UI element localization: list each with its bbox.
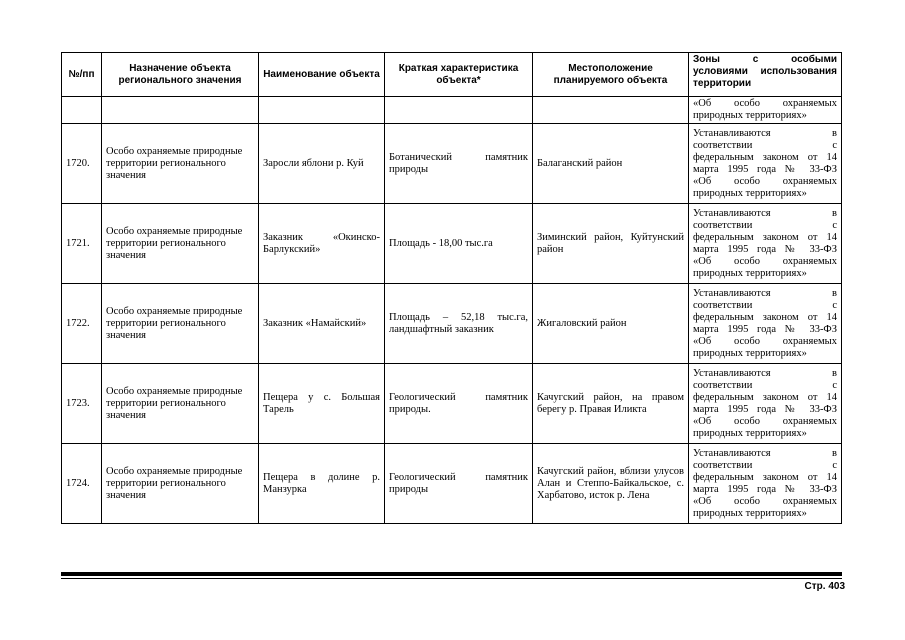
cell-purpose: Особо охраняемые природные территории регионального значения xyxy=(102,364,259,444)
table-row xyxy=(62,444,842,524)
cell-name: Пещера у с. Большая Тарель xyxy=(259,364,385,444)
table-row xyxy=(62,204,842,284)
cell-empty xyxy=(62,97,102,124)
cell-number: 1722. xyxy=(62,284,102,364)
zone-line: «Об особо охраняемых xyxy=(693,98,837,109)
header-zones-line: территории xyxy=(693,78,752,89)
table-body xyxy=(62,124,842,524)
zone-line: Устанавливаются в xyxy=(693,127,837,139)
cell-purpose: Особо охраняемые природные территории регионального значения xyxy=(102,204,259,284)
table-row xyxy=(62,364,842,444)
cell-zones xyxy=(689,364,842,444)
zone-line: федеральным законом от 14 xyxy=(693,231,837,243)
zone-line: марта 1995 года № 33-ФЗ xyxy=(693,483,837,495)
cell-location: Качугский район, на правом берегу р. Правая Иликта xyxy=(533,364,689,444)
cell-name: Заказник «Намайский» xyxy=(259,284,385,364)
zone-line: соответствии с xyxy=(693,219,837,231)
zone-line: федеральным законом от 14 xyxy=(693,391,837,403)
zone-line: марта 1995 года № 33-ФЗ xyxy=(693,403,837,415)
zone-line: природных территориях» xyxy=(693,187,807,199)
cell-zones-continued xyxy=(689,97,842,124)
cell-description: Ботанический памятник природы xyxy=(385,124,533,204)
cell-location: Зиминский район, Куйтунский район xyxy=(533,204,689,284)
zone-line: федеральным законом от 14 xyxy=(693,471,837,483)
zone-line: соответствии с xyxy=(693,379,837,391)
zone-line: природных территориях» xyxy=(693,110,807,121)
footer-rule-thin xyxy=(61,578,842,579)
cell-empty xyxy=(102,97,259,124)
cell-name: Заказник «Окинско-Барлукский» xyxy=(259,204,385,284)
cell-name: Заросли яблони р. Куй xyxy=(259,124,385,204)
cell-zones xyxy=(689,284,842,364)
cell-location: Жигаловский район xyxy=(533,284,689,364)
header-zones-line: Зоны с особыми xyxy=(693,54,837,65)
zone-line: Устанавливаются в xyxy=(693,367,837,379)
cell-purpose: Особо охраняемые природные территории регионального значения xyxy=(102,124,259,204)
header-number: №/пп xyxy=(62,53,102,97)
cell-zones xyxy=(689,204,842,284)
header-purpose: Назначение объекта регионального значения xyxy=(102,53,259,97)
zone-line: соответствии с xyxy=(693,299,837,311)
cell-description: Площадь – 52,18 тыс.га, ландшафтный заказник xyxy=(385,284,533,364)
cell-number: 1724. xyxy=(62,444,102,524)
zone-line: марта 1995 года № 33-ФЗ xyxy=(693,243,837,255)
zone-line: федеральным законом от 14 xyxy=(693,151,837,163)
cell-empty xyxy=(259,97,385,124)
zone-line: «Об особо охраняемых xyxy=(693,175,837,187)
cell-description: Геологический памятник природы. xyxy=(385,364,533,444)
cell-purpose: Особо охраняемые природные территории регионального значения xyxy=(102,284,259,364)
cell-number: 1723. xyxy=(62,364,102,444)
zone-line: «Об особо охраняемых xyxy=(693,415,837,427)
table-row xyxy=(62,284,842,364)
zone-line: соответствии с xyxy=(693,459,837,471)
table-header-row xyxy=(62,53,842,97)
cell-zones xyxy=(689,444,842,524)
header-zones-line: условиями использования xyxy=(693,66,837,77)
zone-line: марта 1995 года № 33-ФЗ xyxy=(693,323,837,335)
cell-purpose: Особо охраняемые природные территории регионального значения xyxy=(102,444,259,524)
zone-line: Устанавливаются в xyxy=(693,287,837,299)
zone-line: природных территориях» xyxy=(693,507,807,519)
zone-line: «Об особо охраняемых xyxy=(693,335,837,347)
cell-number: 1721. xyxy=(62,204,102,284)
zone-line: «Об особо охраняемых xyxy=(693,495,837,507)
header-zones xyxy=(689,53,842,97)
footer-rule xyxy=(61,572,842,576)
zone-line: Устанавливаются в xyxy=(693,447,837,459)
cell-zones xyxy=(689,124,842,204)
header-name: Наименование объекта xyxy=(259,53,385,97)
cell-description: Геологический памятник природы xyxy=(385,444,533,524)
zone-line: природных территориях» xyxy=(693,267,807,279)
page-number: Стр. 403 xyxy=(804,581,845,592)
header-location: Местоположение планируемого объекта xyxy=(533,53,689,97)
regional-objects-table xyxy=(61,52,842,524)
cell-description: Площадь - 18,00 тыс.га xyxy=(385,204,533,284)
zone-line: «Об особо охраняемых xyxy=(693,255,837,267)
continuation-row xyxy=(62,97,842,124)
zone-line: Устанавливаются в xyxy=(693,207,837,219)
cell-location: Качугский район, вблизи улусов Алан и Степпо-Байкальское, с. Харбатово, исток р. Лена xyxy=(533,444,689,524)
zone-line: федеральным законом от 14 xyxy=(693,311,837,323)
header-description: Краткая характеристика объекта* xyxy=(385,53,533,97)
zone-line: природных территориях» xyxy=(693,427,807,439)
cell-location: Балаганский район xyxy=(533,124,689,204)
table-row xyxy=(62,124,842,204)
cell-empty xyxy=(533,97,689,124)
cell-name: Пещера в долине р. Манзурка xyxy=(259,444,385,524)
zone-line: марта 1995 года № 33-ФЗ xyxy=(693,163,837,175)
cell-empty xyxy=(385,97,533,124)
zone-line: природных территориях» xyxy=(693,347,807,359)
cell-number: 1720. xyxy=(62,124,102,204)
zone-line: соответствии с xyxy=(693,139,837,151)
